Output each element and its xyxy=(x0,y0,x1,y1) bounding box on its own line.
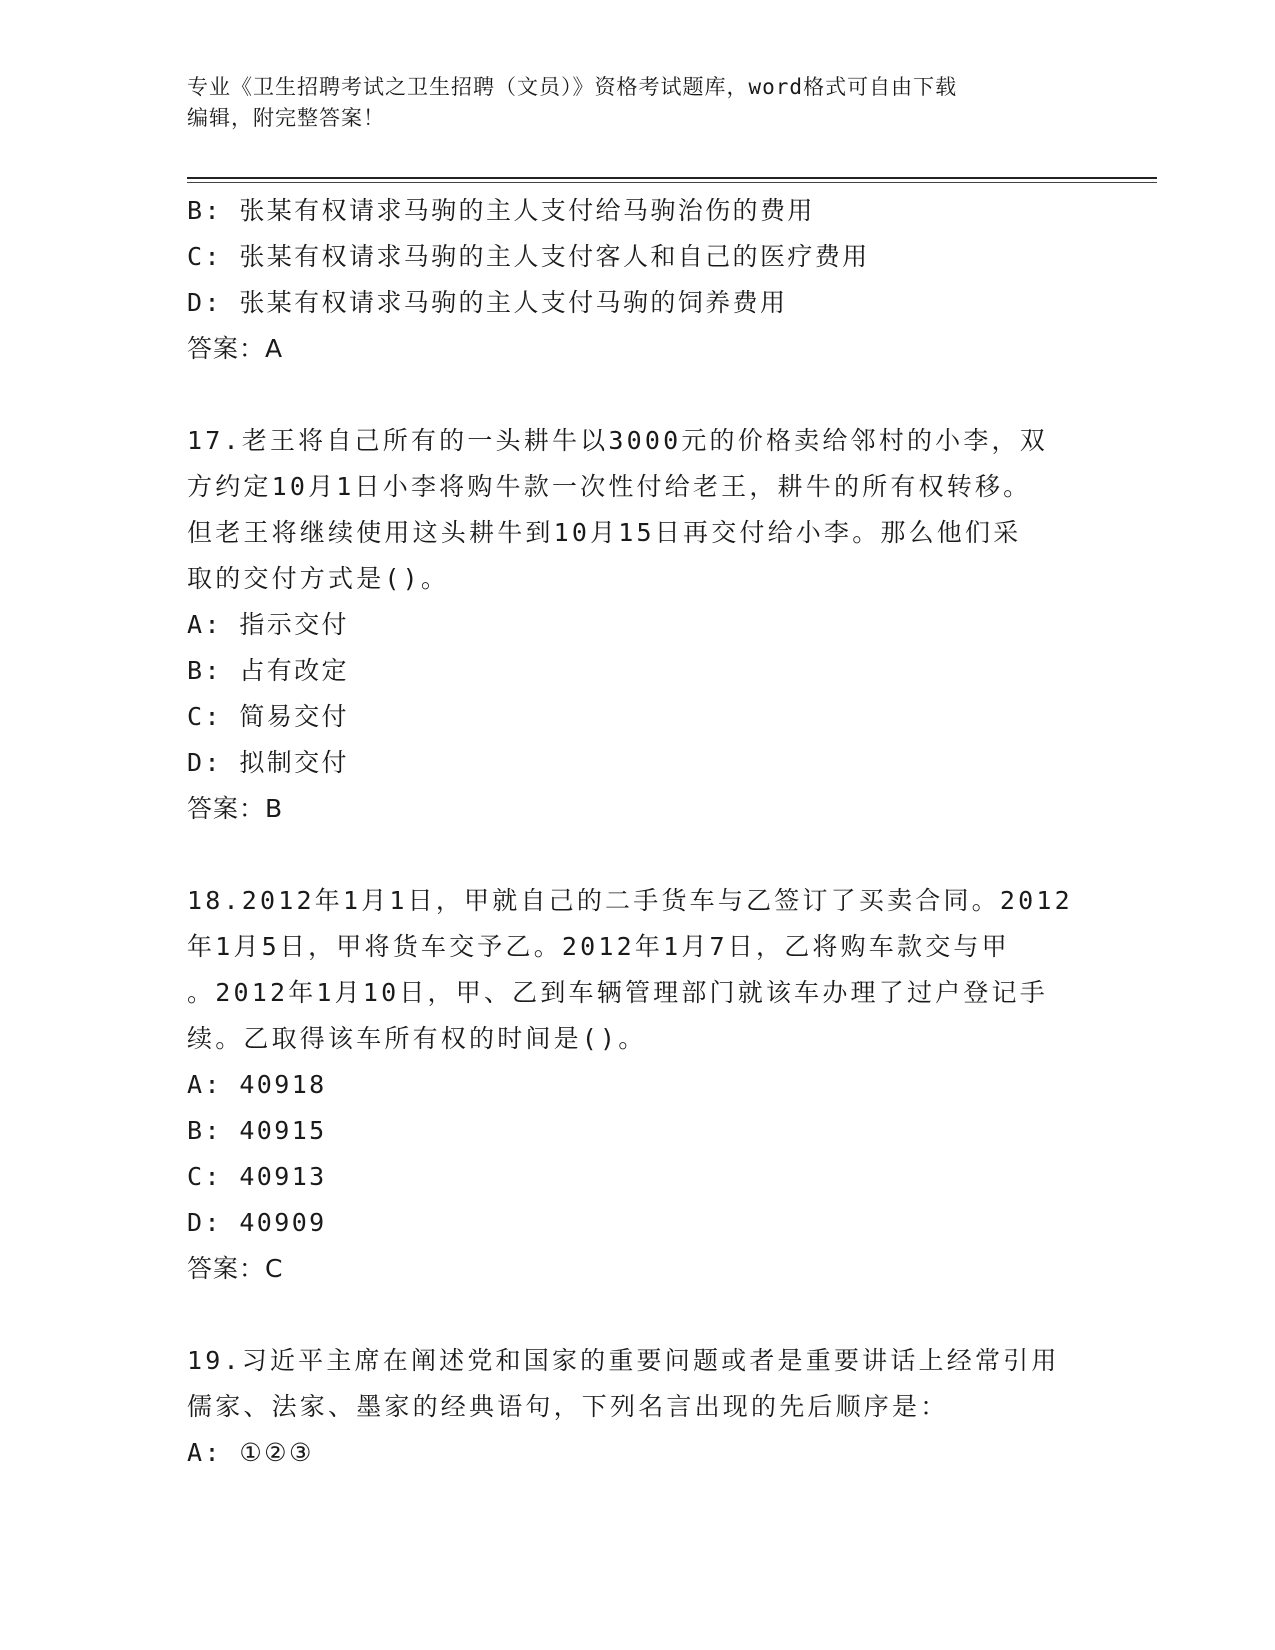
option-a: A: 指示交付 xyxy=(187,610,349,639)
question-17 xyxy=(187,418,1087,602)
answer: 答案：B xyxy=(187,794,284,823)
header-divider-thick xyxy=(187,177,1157,179)
header-line-2: 编辑，附完整答案！ xyxy=(187,106,385,130)
option-b: B: 张某有权请求马驹的主人支付给马驹治伤的费用 xyxy=(187,196,815,225)
option-c: C: 张某有权请求马驹的主人支付客人和自己的医疗费用 xyxy=(187,242,870,271)
option-d: D: 张某有权请求马驹的主人支付马驹的饲养费用 xyxy=(187,288,788,317)
question-text-line: 儒家、法家、墨家的经典语句，下列名言出现的先后顺序是： xyxy=(187,1392,949,1421)
answer: 答案：A xyxy=(187,334,284,363)
option-b: B: 40915 xyxy=(187,1116,327,1145)
question-19 xyxy=(187,1338,1087,1430)
question-text-line: 19.习近平主席在阐述党和国家的重要问题或者是重要讲话上经常引用 xyxy=(187,1346,1060,1375)
spacer xyxy=(187,832,1087,878)
option-c: C: 40913 xyxy=(187,1162,327,1191)
header-divider-thin xyxy=(187,182,1157,183)
option-b: B: 占有改定 xyxy=(187,656,349,685)
question-17-options xyxy=(187,602,1087,832)
header-line-1: 专业《卫生招聘考试之卫生招聘（文员）》资格考试题库，word格式可自由下载 xyxy=(187,75,958,99)
option-a: A: ①②③ xyxy=(187,1438,314,1467)
spacer xyxy=(187,1292,1087,1338)
question-text-line: 18.2012年1月1日，甲就自己的二手货车与乙签订了买卖合同。2012 xyxy=(187,886,1073,915)
option-c: C: 简易交付 xyxy=(187,702,349,731)
question-19-options xyxy=(187,1430,1087,1476)
spacer xyxy=(187,372,1087,418)
question-18 xyxy=(187,878,1087,1062)
question-text-line: 年1月5日，甲将货车交予乙。2012年1月7日，乙将购车款交与甲 xyxy=(187,932,1010,961)
option-d: D: 拟制交付 xyxy=(187,748,349,777)
document-header xyxy=(187,72,1087,134)
option-d: D: 40909 xyxy=(187,1208,327,1237)
question-text-line: 。2012年1月10日，甲、乙到车辆管理部门就该车办理了过户登记手 xyxy=(187,978,1048,1007)
question-18-options xyxy=(187,1062,1087,1292)
question-16-tail xyxy=(187,188,1087,372)
question-text-line: 取的交付方式是()。 xyxy=(187,564,450,593)
question-text-line: 17.老王将自己所有的一头耕牛以3000元的价格卖给邻村的小李，双 xyxy=(187,426,1048,455)
answer: 答案：C xyxy=(187,1254,284,1283)
question-text-line: 但老王将继续使用这头耕牛到10月15日再交付给小李。那么他们采 xyxy=(187,518,1022,547)
question-text-line: 续。乙取得该车所有权的时间是()。 xyxy=(187,1024,647,1053)
option-a: A: 40918 xyxy=(187,1070,327,1099)
question-text-line: 方约定10月1日小李将购牛款一次性付给老王，耕牛的所有权转移。 xyxy=(187,472,1032,501)
question-content xyxy=(187,188,1087,1476)
